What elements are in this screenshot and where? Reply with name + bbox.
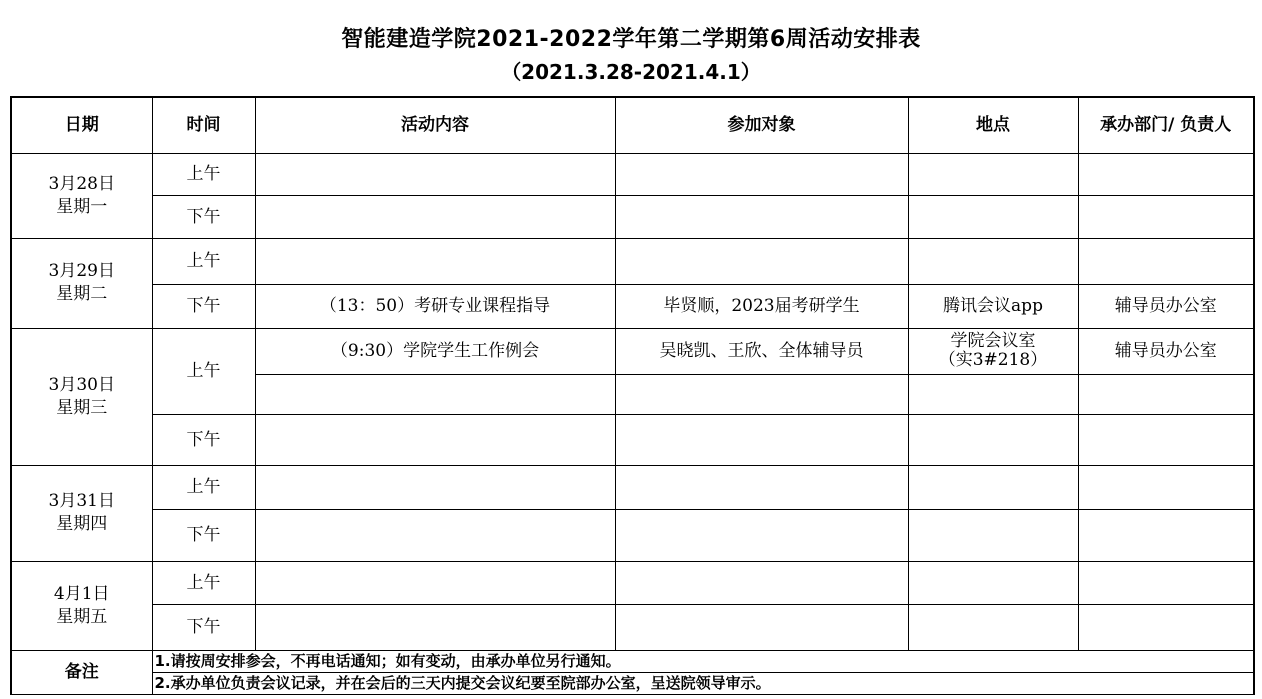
notes-line-1: 1.请按周安排参会，不再电话通知；如有变动，由承办单位另行通知。: [152, 650, 1254, 672]
date-label: 3月31日: [48, 491, 115, 511]
date-cell: [11, 561, 152, 650]
weekday-label: 星期一: [56, 196, 108, 217]
notes-row: [11, 650, 1254, 672]
table-row: [11, 153, 1254, 195]
date-label: 3月28日: [48, 173, 115, 194]
table-row: [11, 195, 1254, 238]
table-row: [11, 465, 1254, 509]
header-participants: 参加对象: [615, 97, 908, 153]
weekday-label: 星期四: [56, 514, 108, 534]
event-location: 腾讯会议app: [908, 284, 1078, 328]
table-row: [11, 284, 1254, 328]
header-organizer: 承办部门/ 负责人: [1078, 97, 1254, 153]
header-time: 时间: [152, 97, 255, 153]
notes-row: [11, 672, 1254, 694]
time-pm: 下午: [152, 284, 255, 328]
table-row: [11, 604, 1254, 650]
time-pm: 下午: [152, 604, 255, 650]
notes-label: 备注: [11, 650, 152, 694]
time-am: 上午: [152, 153, 255, 195]
table-row: [11, 328, 1254, 374]
date-label: 3月30日: [48, 374, 115, 395]
event-location-line2: （实3#218）: [938, 350, 1048, 370]
event-participants: 毕贤顺，2023届考研学生: [615, 284, 908, 328]
header-location: 地点: [908, 97, 1078, 153]
event-participants: 吴晓凯、王欣、全体辅导员: [615, 328, 908, 374]
time-pm: 下午: [152, 195, 255, 238]
date-label: 3月29日: [48, 261, 115, 281]
event-location: [908, 328, 1078, 374]
schedule-table: [10, 96, 1255, 695]
event-content: （13：50）考研专业课程指导: [255, 284, 615, 328]
date-cell: [11, 465, 152, 561]
header-content: 活动内容: [255, 97, 615, 153]
date-cell: [11, 238, 152, 328]
page-title: 智能建造学院2021-2022学年第二学期第6周活动安排表: [341, 27, 921, 52]
time-am: 上午: [152, 328, 255, 414]
time-pm: 下午: [152, 509, 255, 561]
time-pm: 下午: [152, 414, 255, 465]
page-subtitle: （2021.3.28-2021.4.1）: [501, 60, 761, 84]
time-am: 上午: [152, 561, 255, 604]
table-row: [11, 238, 1254, 284]
event-content: （9:30）学院学生工作例会: [255, 328, 615, 374]
date-cell: [11, 153, 152, 238]
date-label: 4月1日: [53, 583, 110, 604]
header-row: [11, 97, 1254, 153]
table-row: [11, 509, 1254, 561]
weekday-label: 星期五: [56, 606, 108, 627]
date-cell: [11, 328, 152, 465]
event-organizer: 辅导员办公室: [1078, 328, 1254, 374]
table-row: [11, 414, 1254, 465]
header-date: 日期: [11, 97, 152, 153]
event-organizer: 辅导员办公室: [1078, 284, 1254, 328]
time-am: 上午: [152, 238, 255, 284]
time-am: 上午: [152, 465, 255, 509]
event-location-line1: 学院会议室: [950, 331, 1036, 351]
weekday-label: 星期二: [56, 284, 108, 304]
table-row: [11, 561, 1254, 604]
notes-line-2: 2.承办单位负责会议记录，并在会后的三天内提交会议纪要至院部办公室，呈送院领导审示。: [152, 672, 1254, 694]
weekday-label: 星期三: [56, 397, 108, 418]
